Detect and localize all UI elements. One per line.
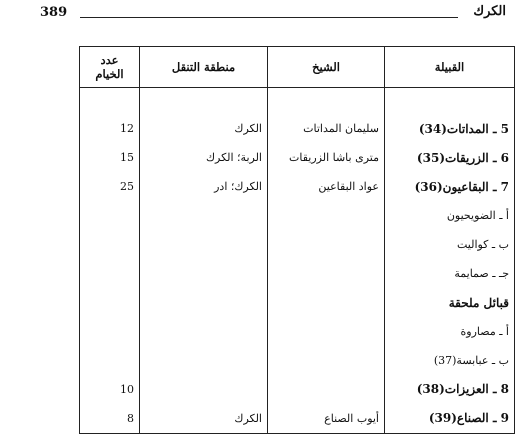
tents-cell <box>80 346 140 375</box>
tribe-cell: 5 ـ المداتات(34) <box>385 114 515 143</box>
table-row <box>80 230 515 259</box>
tents-cell <box>80 288 140 317</box>
sheikh-cell <box>268 288 385 317</box>
area-cell: الكرك <box>140 114 268 143</box>
area-cell <box>140 259 268 288</box>
table-row <box>80 143 515 172</box>
area-cell: الكرك <box>140 404 268 434</box>
table-row <box>80 172 515 201</box>
area-cell <box>140 288 268 317</box>
tents-cell: 8 <box>80 404 140 434</box>
area-cell <box>140 346 268 375</box>
sheikh-cell <box>268 346 385 375</box>
sheikh-cell <box>268 259 385 288</box>
sheikh-cell <box>268 230 385 259</box>
table-row <box>80 346 515 375</box>
table-row <box>80 259 515 288</box>
table-row <box>80 201 515 230</box>
tents-cell <box>80 201 140 230</box>
tribe-cell: جـ ـ صمايمة <box>385 259 515 288</box>
tribe-cell: 9 ـ الصناع(39) <box>385 404 515 434</box>
header-tribe: القبيلة <box>385 47 515 88</box>
sheikh-cell: مترى باشا الزريقات <box>268 143 385 172</box>
running-title: الكرك <box>473 4 506 19</box>
tribe-cell: 7 ـ البقاعيون(36) <box>385 172 515 201</box>
page-number: 389 <box>40 5 68 20</box>
sheikh-cell <box>268 375 385 404</box>
tribe-cell: 8 ـ العزيزات(38) <box>385 375 515 404</box>
header-tents: عدد الخيام <box>80 47 140 88</box>
sheikh-cell <box>268 317 385 346</box>
area-cell <box>140 317 268 346</box>
tribe-cell: ب ـ كواليت <box>385 230 515 259</box>
table-row <box>80 288 515 317</box>
tents-cell: 15 <box>80 143 140 172</box>
header-sheikh: الشيخ <box>268 47 385 88</box>
area-cell <box>140 201 268 230</box>
header-area: منطقة التنقل <box>140 47 268 88</box>
header-rule <box>80 17 458 18</box>
tents-cell: 25 <box>80 172 140 201</box>
tents-cell <box>80 230 140 259</box>
sheikh-cell: سليمان المداتات <box>268 114 385 143</box>
table-header-row <box>80 47 515 88</box>
sheikh-cell: عواد البقاعين <box>268 172 385 201</box>
tribes-table <box>79 46 515 434</box>
table-row <box>80 375 515 404</box>
area-cell: الكرك؛ ادر <box>140 172 268 201</box>
tribe-cell: 6 ـ الزريقات(35) <box>385 143 515 172</box>
tents-cell: 10 <box>80 375 140 404</box>
page-header <box>40 5 506 25</box>
tents-cell <box>80 317 140 346</box>
table-row <box>80 317 515 346</box>
table-row <box>80 404 515 434</box>
tribe-cell: قبائل ملحقة <box>385 288 515 317</box>
area-cell <box>140 230 268 259</box>
tribe-cell: ب ـ عبابسة(37) <box>385 346 515 375</box>
table-row <box>80 114 515 143</box>
tents-cell: 12 <box>80 114 140 143</box>
sheikh-cell: أيوب الصناع <box>268 404 385 434</box>
area-cell: الربة؛ الكرك <box>140 143 268 172</box>
sheikh-cell <box>268 201 385 230</box>
tents-cell <box>80 259 140 288</box>
tribe-cell: أ ـ الضويحيون <box>385 201 515 230</box>
table-spacer-row <box>80 88 515 115</box>
tribe-cell: أ ـ مصاروة <box>385 317 515 346</box>
area-cell <box>140 375 268 404</box>
